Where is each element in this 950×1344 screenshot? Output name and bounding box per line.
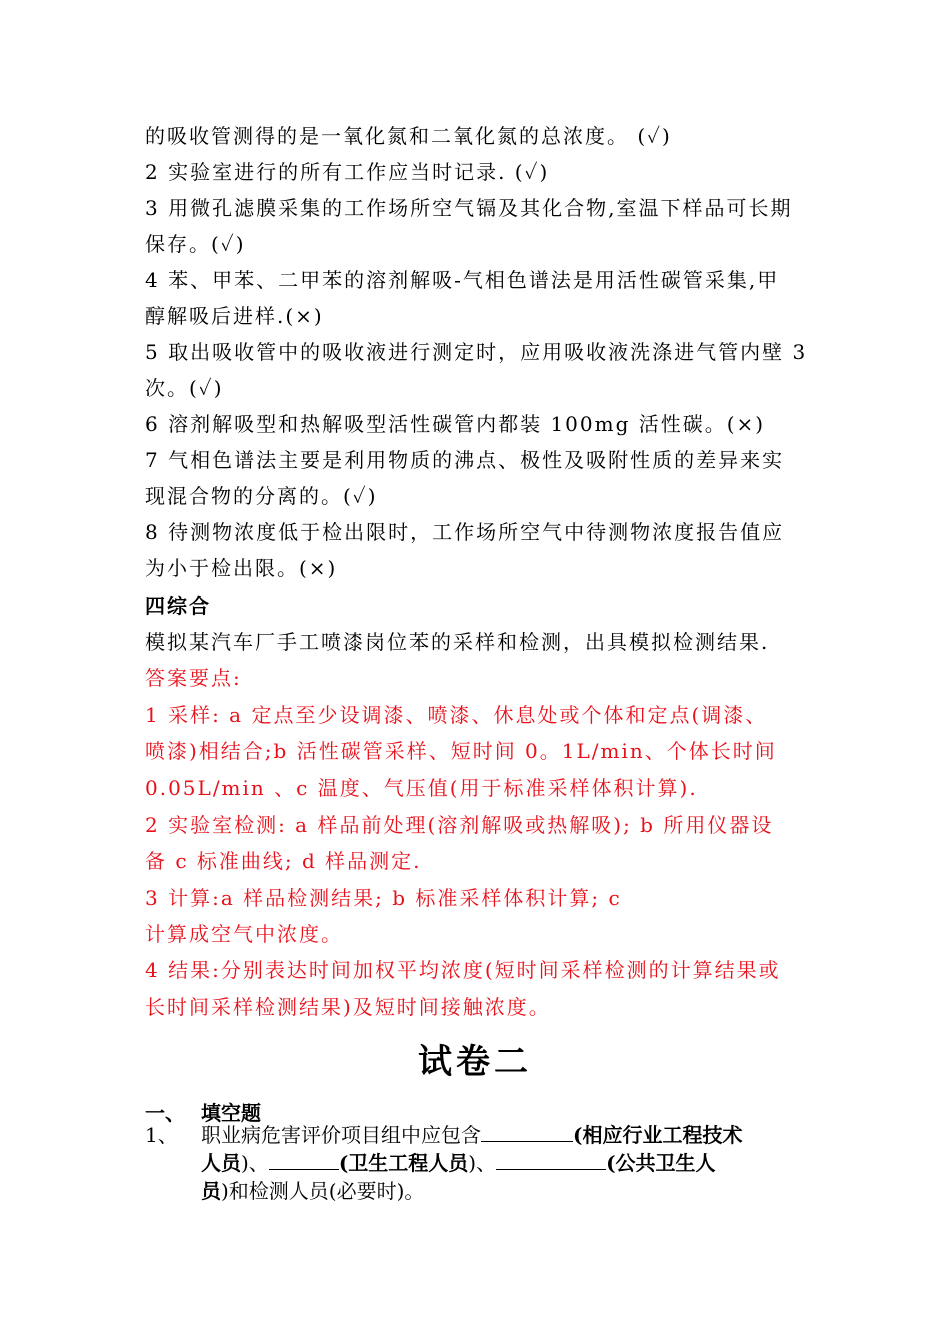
text-line: 保存。(✓) (145, 232, 246, 256)
text-line: 5 取出吸收管中的吸收液进行测定时，应用吸收液洗涤进气管内壁 3 (145, 340, 808, 364)
fill-question (145, 1121, 810, 1205)
answer-text: 人员 (201, 1151, 241, 1175)
answer-blank (269, 1149, 339, 1170)
exam-title: 试卷二 (418, 1042, 532, 1082)
answer-text: (相应行业工程技术 (573, 1123, 743, 1147)
section-heading: 四综合 (145, 594, 211, 618)
question-text: 模拟某汽车厂手工喷漆岗位苯的采样和检测，出具模拟检测结果. (145, 630, 770, 654)
answer-text: 员 (201, 1179, 221, 1203)
answer-line: 0.05L/min 、c 温度、气压值(用于标准采样体积计算). (145, 776, 698, 800)
text-line: 6 溶剂解吸型和热解吸型活性碳管内都装 100mg 活性碳。(×) (145, 412, 766, 436)
answer-text: (卫生工程人员 (338, 1151, 469, 1175)
text-line: 为小于检出限。(×) (145, 556, 338, 580)
text-line: 8 待测物浓度低于检出限时，工作场所空气中待测物浓度报告值应 (145, 520, 785, 544)
text-line: 醇解吸后进样.(×) (145, 304, 324, 328)
answer-blank (496, 1149, 606, 1170)
answer-heading: 答案要点: (145, 666, 242, 690)
answer-line: 备 c 标准曲线; d 样品测定. (145, 849, 422, 873)
answer-line: 长时间采样检测结果)及短时间接触浓度。 (145, 995, 551, 1019)
answer-blank (481, 1121, 573, 1142)
section-number: 一、 (145, 1101, 185, 1125)
answer-line: 2 实验室检测: a 样品前处理(溶剂解吸或热解吸); b 所用仪器设 (145, 813, 774, 837)
question-text: 职业病危害评价项目组中应包含 (201, 1123, 481, 1147)
text-line: 次。(✓) (145, 376, 224, 400)
text-line: 4 苯、甲苯、二甲苯的溶剂解吸-气相色谱法是用活性碳管采集,甲 (145, 268, 780, 292)
answer-line: 1 采样: a 定点至少设调漆、喷漆、休息处或个体和定点(调漆、 (145, 703, 768, 727)
text-line: 2 实验室进行的所有工作应当时记录. (✓) (145, 160, 550, 184)
question-text: )、 (241, 1151, 269, 1175)
answer-line: 3 计算:a 样品检测结果; b 标准采样体积计算; c (145, 886, 622, 910)
answer-line: 喷漆)相结合;b 活性碳管采样、短时间 0。1L/min、个体长时间 (145, 739, 777, 763)
question-text: )、 (468, 1151, 497, 1175)
answer-line: 4 结果:分别表达时间加权平均浓度(短时间采样检测的计算结果或 (145, 958, 781, 982)
text-line: 7 气相色谱法主要是利用物质的沸点、极性及吸附性质的差异来实 (145, 448, 785, 472)
question-text: )和检测人员(必要时)。 (221, 1179, 425, 1203)
text-line: 的吸收管测得的是一氧化氮和二氧化氮的总浓度。 (✓) (145, 124, 672, 148)
text-line: 3 用微孔滤膜采集的工作场所空气镉及其化合物,室温下样品可长期 (145, 196, 793, 220)
section-label: 填空题 (201, 1101, 261, 1125)
text-line: 现混合物的分离的。(✓) (145, 484, 378, 508)
question-number: 1、 (145, 1123, 178, 1147)
answer-text: (公共卫生人 (606, 1151, 716, 1175)
answer-line: 计算成空气中浓度。 (145, 922, 343, 946)
